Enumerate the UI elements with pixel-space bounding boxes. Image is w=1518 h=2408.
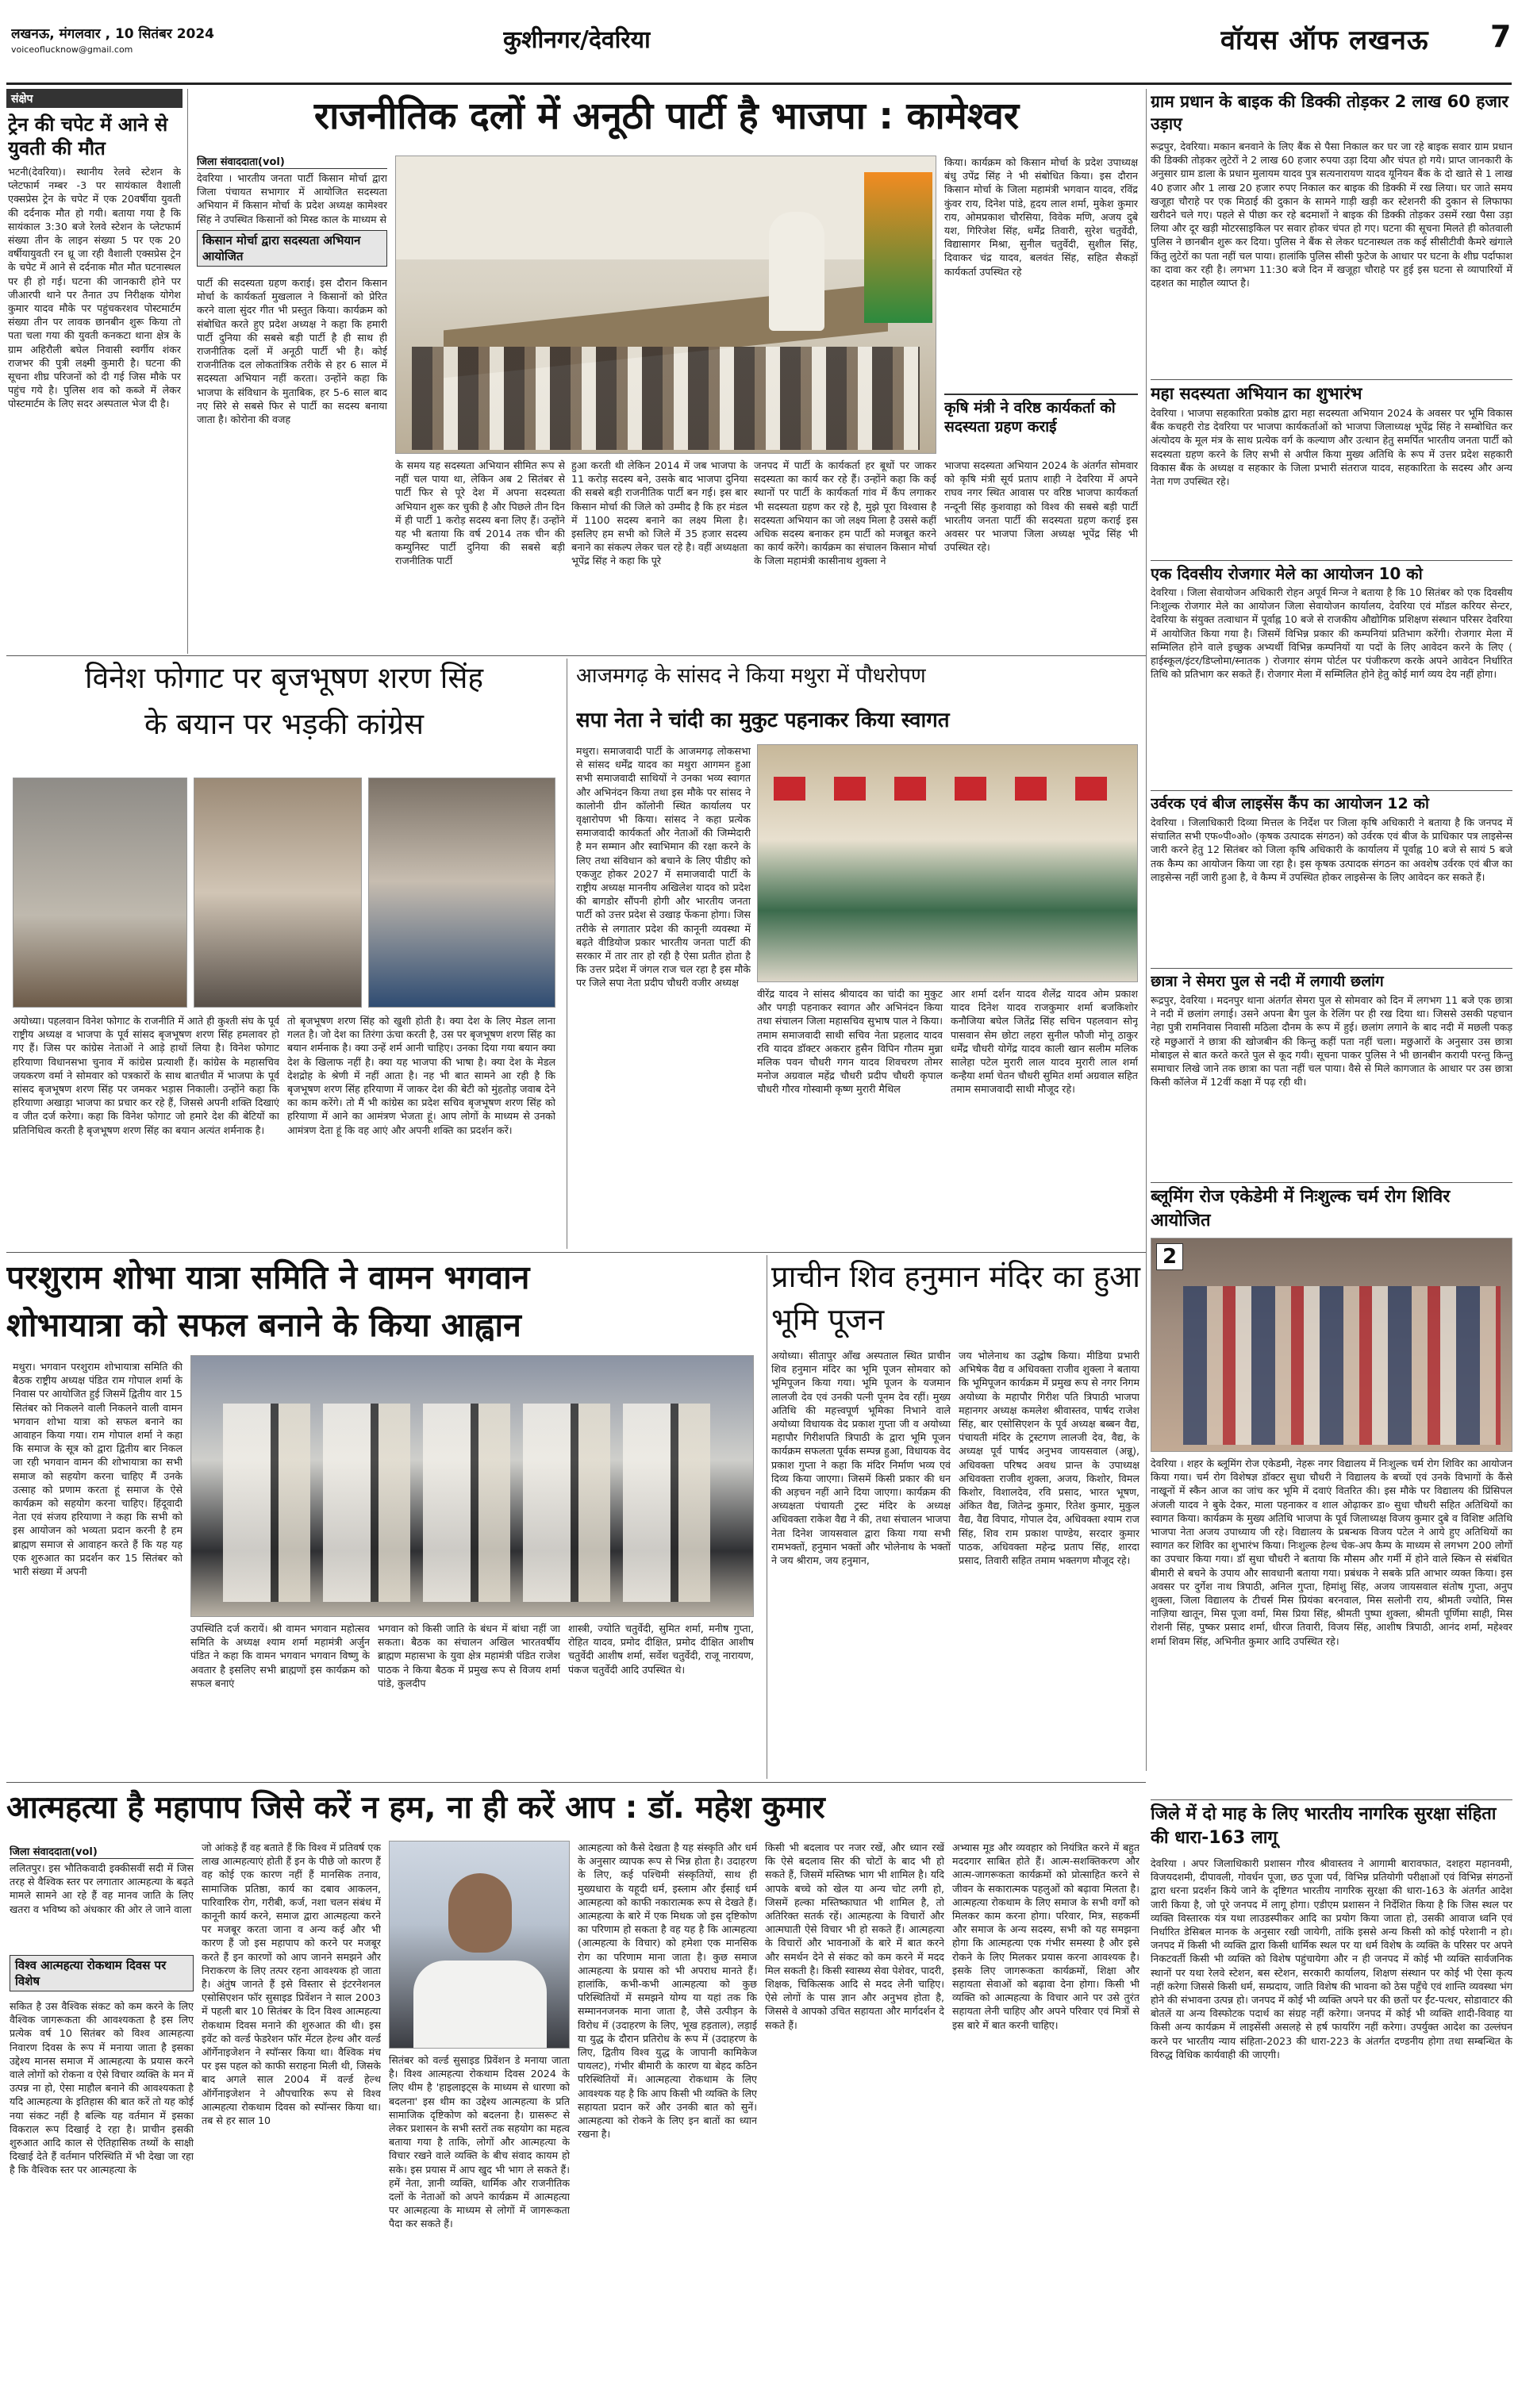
azam-kicker: आजमगढ़ के सांसद ने किया मथुरा में पौधरोपण bbox=[576, 664, 926, 688]
azam-headline: सपा नेता ने चांदी का मुकुट पहनाकर किया स्वागत bbox=[576, 709, 950, 732]
page-number: 7 bbox=[1490, 19, 1512, 54]
h-rule-2 bbox=[6, 1252, 1146, 1253]
masthead bbox=[0, 0, 1518, 94]
suicide-col6: अभ्यास मूड और व्यवहार को नियंत्रित करने में बहुत मददगार साबित होते हैं। आत्म-सशक्तिकरण और आत्म-जागरूकता कार्यक्रमों को प्रोत्साहित करने से जीवन के सकारात्मक पहलुओं को बढ़ावा मिलता है। आत्महत्या रोकथाम के लिए समाज के सभी वर्गों को मिलकर काम करना होगा। परिवार, मित्र, सहकर्मी और समाज के अन्य सदस्य, सभी को यह समझना होगा कि आत्महत्या एक गंभीर समस्या है और इसे रोकने के लिए मिलकर प्रयास करना आवश्यक है। इसके लिए जागरूकता कार्यक्रमों, शिक्षा और सहायता सेवाओं को बढ़ावा देना होगा। किसी भी व्यक्ति को आत्महत्या के विचार आने पर उसे तुरंत सहायता लेनी चाहिए और अपने परिवार एवं मित्रों से इस बारे में बात करनी चाहिए। bbox=[952, 1842, 1139, 2031]
parshuram-headline-2: शोभायात्रा को सफल बनाने के किया आह्वान bbox=[6, 1306, 521, 1344]
parshuram-col3: भगवान को किसी जाति के बंधन में बांधा नहीं जा सकता। बैठक का संचालन अखिल भारतवर्षीय ब्राह्मण महासभा के युवा क्षेत्र महामंत्री पंडित राजेश पाठक ने किया बैठक में प्रमुख रूप से विजय शर्मा पांडे, कुलदीप bbox=[378, 1623, 560, 1689]
side-headline: कृषि मंत्री ने वरिष्ठ कार्यकर्ता को सदस्यता ग्रहण कराई bbox=[944, 394, 1138, 436]
parshuram-col4: शास्त्री, ज्योति चतुर्वेदी, सुमित शर्मा, मनीष गुप्ता, रोहित यादव, प्रमोद दीक्षित, प्रमोद दीक्षित आशीष चतुर्वेदी आशीष शर्मा, सर्वेश चतुर्वेदी, राजू नारायण, पंकज चतुर्वेदी आदि उपस्थित थे। bbox=[568, 1623, 754, 1676]
hanuman-headline: प्राचीन शिव हनुमान मंदिर का हुआ भूमि पूजन bbox=[771, 1259, 1140, 1337]
suicide-col4: आत्महत्या को कैसे देखता है यह संस्कृति और धर्म के अनुसार व्यापक रूप से भिन्न होता है। उदाहरण के लिए, कई पश्चिमी संस्कृतियों, साथ ही मुख्यधारा के यहूदी धर्म, इस्लाम और ईसाई धर्म आत्महत्या को काफी नकारात्मक रूप से देखते हैं। आत्महत्या के बारे में एक मिथक जो इस दृष्टिकोण का परिणाम हो सकता है वह यह है कि आत्महत्या (आत्महत्या के विचार) को हमेशा एक मानसिक रोग का परिणाम माना जाता है। कुछ समाज आत्महत्या के प्रयास को भी अपराध मानते हैं। हालांकि, कभी-कभी आत्महत्या को कुछ परिस्थितियों में समझने योग्य या यहां तक कि सम्माननजनक माना जाता है, जैसे उत्पीड़न के विरोध में (उदाहरण के लिए, भूख हड़ताल), लड़ाई या युद्ध के दौरान प्रतिरोध के रूप में (उदाहरण के लिए, द्वितीय विश्व युद्ध के जापानी कामिकेज पायलट), गंभीर बीमारी के कारण या बेहद कठिन परिस्थितियों में। आत्महत्या रोकथाम के लिए आवश्यक यह है कि आप किसी भी व्यक्ति के लिए सहायता प्रदान करें और उनकी बात को सुनें। आत्महत्या को रोकने के लिए इन बातों का ध्यान रखना है। bbox=[578, 1842, 757, 2141]
photo-banner bbox=[864, 172, 932, 323]
hanuman-col1: अयोध्या। सीतापुर आँख अस्पताल स्थित प्राचीन शिव हनुमान मंदिर का भूमि पूजन सोमवार को भूमिपूजन किया गया। भूमि पूजन के यजमान लालजी देव एवं उनकी पत्नी पूनम देव रहीं। मुख्य अतिथि की महत्त्वपूर्ण भूमिका निभाने वाले अयोध्या विधायक वेद प्रकाश गुप्ता जी व अयोध्या महापौर गिरीशपति त्रिपाठी के द्वारा भूमि पूजन कार्यक्रम सफलता पूर्वक सम्पन्न हुआ, विधायक वेद प्रकाश गुप्ता ने कहा कि मंदिर निर्माण भव्य एवं दिव्य किया जाएगा। जिसमें किसी प्रकार की धन की अड़चन नहीं आने दिया जाएगा। कार्यक्रम की अध्यक्षता पंचायती ट्रस्ट मंदिर के अध्यक्ष अधिवक्ता राकेश वैद्य ने की, तथा संचालन भाजपा नेता दिनेश जायसवाल द्वारा किया गया सभी रामभक्तों, हनुमान भक्तों और भोलेनाथ के भक्तों ने जय श्रीराम, जय हनुमान, bbox=[771, 1350, 951, 1567]
azam-photo bbox=[757, 744, 1138, 982]
main-col4-lower: जनपद में पार्टी के कार्यकर्ता हर बूथों पर जाकर सदस्यता का कार्य कर रहे हैं। उन्होंने कहा कि कई स्थानों पर पार्टी के कार्यकर्ता गांव में कैंप लगाकर भी सदस्यता ग्रहण कर रहे है, मुझे पूरा विश्वास है सदस्यता अभियान का जो लक्ष्य मिला है उससे कहीं अधिक सदस्य बनाकर हम पार्टी को मजबूत करने का कार्य करेंगे। कार्यक्रम का संचालन किसान मोर्चा के जिला महामंत्री कासीनाथ शुक्ला ने bbox=[754, 459, 936, 567]
fertilizer-headline: उर्वरक एवं बीज लाइसेंस कैंप का आयोजन 12 को bbox=[1151, 790, 1512, 814]
vinesh-col1: अयोध्या। पहलवान विनेश फोगाट के राजनीति में आते ही कुश्ती संघ के पूर्व राष्ट्रीय अध्यक्ष व भाजपा के पूर्व सांसद बृजभूषण शरण सिंह हमलावर हो गए हैं। जिस पर कांग्रेस नेताओं ने आड़े हाथों लिया है। विनेश फोगाट हरियाणा विधानसभा चुनाव में कांग्रेस प्रत्याशी हैं। कांग्रेस के महासचिव जयकरण वर्मा ने सोमवार को पत्रकारों के साथ बातचीत में भाजपा के पूर्व सांसद बृजभूषण शरण सिंह पर जमकर भड़ास निकाली। उन्होंने कहा कि हरियाणा अखाड़ा भाजपा का प्रचार कर रहे हैं, जिससे अपनी शक्ति दिखाएं व जीत दर्ज करेगा। कहा कि विनेश फोगाट जो हमारे देश की बेटियों का प्रतिनिधित्व करती है बृजभूषण शरण सिंह का बयान अत्यंत शर्मनाक है। bbox=[13, 1015, 279, 1136]
suicide-col1b: सकित है उस वैश्विक संकट को कम करने के लिए वैश्विक जागरूकता की आवश्यकता है इस लिए प्रत्येक वर्ष 10 सितंबर को विश्व आत्महत्या निवारण दिवस के रूप में मनाया जाता है इसका उद्देश्य मानस समाज में आत्महत्या के प्रयास करने वाले लोगों को रोकना व ऐसे विचार व्यक्ति के मन में उत्पन्न ना हो, ऐसा माहौल बनाने की आवश्यकता है यदि आत्महत्या के इतिहास की बात करें तो यह कोई नया संकट नहीं है बल्कि यह वर्तमान में इसका विकराल रूप दिखाई दे रहा है। प्राचीन इसकी शुरुआत आदि काल से ऐतिहासिक तथ्यों के साक्षी दिखाई देते हैं वर्तमान परिस्थिति में भी देखा जा रहा है कि वैश्विक स्तर पर आत्महत्या के bbox=[10, 2000, 194, 2176]
photo-crowd bbox=[1183, 1286, 1501, 1445]
photo-wall bbox=[396, 156, 936, 259]
suicide-story bbox=[6, 1785, 1146, 2404]
skin-camp-photo bbox=[1151, 1238, 1512, 1452]
photo-speaker bbox=[769, 212, 824, 331]
suicide-col5: किसी भी बदलाव पर नजर रखें, और ध्यान रखें कि ऐसे बदलाव सिर की चोटों के बाद भी हो सकते हैं, जिसमें मस्तिष्क भाग भी शामिल है। यदि आपके बच्चे को खेल या अन्य चोट लगी हो, जिसमें हल्का मस्तिष्काघात भी शामिल है, तो अतिरिक्त सतर्क रहें। आत्महत्या के विचारों और आत्मघाती ऐसे विचार भी हो सकते हैं। आत्महत्या के विचारों और भावनाओं के बारे में बात करने और समर्थन देने से संकट को कम करने में मदद मिल सकती है। किसी स्वास्थ्य सेवा पेशेवर, पादरी, शिक्षक, चिकित्सक आदि से मदद लेनी चाहिए। ऐसे लोगों के पास ज्ञान और अनुभव होता है, जिससे वे आपको उचित सहायता और मार्गदर्शन दे सकते हैं। bbox=[765, 1842, 944, 2031]
suicide-headline: आत्महत्या है महापाप जिसे करें न हम, ना ही करें आप : डॉ. महेश कुमार bbox=[6, 1790, 825, 1826]
vinesh-photo-3 bbox=[368, 778, 555, 1008]
main-col5: किया। कार्यक्रम को किसान मोर्चा के प्रदेश उपाध्यक्ष बंधु उपेंद्र सिंह ने भी संबोधित किया। इस दौरान किसान मोर्चा के जिला महामंत्री भगवान यादव, रविंद्र कुंवर राय, दिनेश पांडे, हृदय लाल शर्मा, मुकेश कुमार राय, ओमप्रकाश चौरसिया, विवेक मणि, अजय दुबे यश, गिरिजेश सिंह, धर्मेंद्र तिवारी, सुरेश चतुर्वेदी, विद्यासागर मिश्रा, सुनील चतुर्वेदी, सुशील सिंह, दिवाकर चंद्र यादव, बलवंत सिंह, सहित सैकड़ों कार्यकर्ता उपस्थित रहे bbox=[944, 156, 1138, 278]
section163-text: देवरिया । अपर जिलाधिकारी प्रशासन गौरव श्रीवास्तव ने आगामी बारावफात, दशहरा महानवमी, विजयदशमी, दीपावली, गोवर्धन पूजा, छठ पूजा पर्व, विभिन्न प्रतियोगी परीक्षाओं एवं विभिन्न संगठनों द्वारा धरना प्रदर्शन किये जाने के दृष्टिगत भारतीय नागरिक सुरक्षा की धारा-163 के अंतर्गत आदेश जारी किया है, जो पूरे जनपद में लागू होगा। एडीएम प्रशासन ने निर्देशित किया है कि जिस स्थल पर व्यक्ति विस्तारक यंत्र यथा लाउडस्पीकर आदि का प्रयोग किया जाता हो, उसकी आवाज ध्वनि एवं निर्धारित डेसिबल मानक के अनुसार रखी जायेगी, तांकि इससे अन्य किसी को कोई परेशानी न हो। जनपद में किसी भी व्यक्ति द्वारा किसी धार्मिक स्थल पर या धर्म विशेष के व्यक्ति के परिसर पर अपने निकटवर्ती किसी भी व्यक्ति को विशेष पहुंचायेगा और न ही जनपद में कोई भी व्यक्ति सार्वजनिक स्थानों पर यथा रेलवे स्टेशन, बस स्टेशन, सरकारी कार्यालय, शिक्षण संस्थान पर कोई भी ऐसा कृत्य नहीं करेगा जिससे किसी धर्म, सम्प्रदाय, जाति विशेष की भावना को ठेस पहुँचे एवं शान्ति व्यवस्था भंग होने की संभावना उत्पन्न हो। जनपद में कोई भी व्यक्ति अपने घर की छतों पर ईंट-पत्थर, सोडावाटर की बोतलें या अन्य विस्फोटक पदार्थ का संग्रह नहीं करेगा। जनपद में कोई भी व्यक्ति शादी-विवाह या किसी अन्य कार्यक्रम में लाइसेंसी असलहे से हर्ष फायरिंग नहीं करेगा। उपर्युक्त आदेश का उल्लंघन करने पर भारतीय न्याय संहिता-2023 की धारा-223 के अंतर्गत दण्डनीय होगा तथा सम्बन्धित के विरुद्ध विधिक कार्यवाही की जाएगी। bbox=[1151, 1857, 1512, 2060]
vinesh-story bbox=[6, 659, 562, 1249]
skin-camp-text: देवरिया । शहर के ब्लूमिंग रोज एकेडमी, नेहरू नगर विद्यालय में निःशुल्क चर्म रोग शिविर का आयोजन किया गया। चर्म रोग विशेषज्ञ डॉक्टर सुधा चौधरी ने विद्यालय के बच्चों एवं उनके विभागों के कैंसे नाखूनों में स्कैन आज का जांच कर भूमि में दवाएं वितरित की। इस मौके पर विद्यालय की प्रिंसिपल अंजली यादव ने बुके देकर, माला पहनाकर व शाल ओढ़ाकर डा० सुधा चौधरी सहित अतिथियों का स्वागत किया। कार्यक्रम के मुख्य अतिथि भाजपा के पूर्व जिलाध्यक्ष विजय कुमार दुबे व विशिष्ट अतिथि भाजपा नेता अजय उपाध्याय जी रहे। विद्यालय के प्रबन्धक विजय पटेल ने आये हुए अतिथियों का स्वागत कर शिविर का शुभारंभ किया। निःशुल्क हेल्थ चेक-अप कैम्प के माध्यम से लगभग 200 लोगों का उपचार किया गया। डॉ सुधा चौधरी ने बताया कि मौसम और गर्मी में होने वाले स्किन से संबंधित बीमारी से बचने के उपाय और सावधानी बताया गया। प्रबंधक ने सबके प्रति आभार व्यक्त किया। इस अवसर पर दुर्गेश नाथ त्रिपाठी, अनिल गुप्ता, हिमांशु सिंह, अजय जायसवाल संतोष गुप्ता, अनुप शुक्ला, जिला विद्यालय के टीचर्स मिस प्रियंका बरनवाल, मिस सलोनी राय, श्रीमती ज्योति, मिस नाज़िया खातून, मिस पूजा वर्मा, मिस प्रिया सिंह, श्रीमती पुष्पा शुक्ला, श्रीमती पूर्णिमा साही, मिस रोशनी सिंह, पुष्कर प्रसाद शर्मा, धीरज तिवारी, विजय सिंह, आशीष त्रिपाठी, आनंद शर्मा, महेश्वर शर्मा शिवम सिंह, अभिनीत कुमार आदि उपस्थित रहे। bbox=[1151, 1457, 1512, 1647]
portrait-face bbox=[448, 1873, 512, 1953]
parshuram-col1: मथुरा। भगवान परशुराम शोभायात्रा समिति की बैठक राष्ट्रीय अध्यक्ष पंडित राम गोपाल शर्मा के निवास पर आयोजित हुई जिसमें द्वितीय वार 15 सितंबर को निकलने वाली निकलने वाली वामन भगवान शोभा यात्रा को सफल बनाने का आवाहन किया गया। राम गोपाल शर्मा ने कहा कि समाज के सूत्र को द्वारा द्वितीय बार निकल जा रही भगवान वामन की शोभायात्रा का सभी समाज को सहयोग करना चाहिए मैं उनके उत्साह को प्रणाम करता हूं समाज के ऐसे कार्यक्रम को सहयोग करना चाहिए। हिंदूवादी नेता एवं संजय हरियाणा ने कहा कि सभी को इस आयोजन को भव्यता प्रदान करनी है हम ब्राह्मण समाज से आवाहन करते हैं कि यह यह एक शुरुआत का प्रदर्शन कर 15 सितंबर को भारी संख्या में अपनी bbox=[13, 1361, 183, 1578]
main-headline: राजनीतिक दलों में अनूठी पार्टी है भाजपा : कामेश्वर bbox=[313, 94, 1020, 138]
photo-people bbox=[223, 1404, 723, 1602]
suicide-col3: सितंबर को वर्ल्ड सुसाइड प्रिवेंशन डे मनाया जाता है। विश्व आत्महत्या रोकथाम दिवस 2024 के लिए थीम है 'हाइलाइट्स के माध्यम से धारणा को बदलना' इस थीम का उद्देश्य आत्महत्या के प्रति सामाजिक दृष्टिकोण को बदलना है। ग्रासरूट से लेकर प्रशासन के सभी स्तरों तक सहयोग का महत्व बताया गया है ताकि, लोगों और आत्महत्या के विचार रखने वाले व्यक्ति के बीच संवाद कायम हो सके। इस प्रयास में आप खुद भी भाग ले सकते हैं। हमें नेता, ज्ञानी व्यक्ति, धार्मिक और राजनीतिक दलों के नेताओं को अपने कार्यक्रम में आत्महत्या पर आत्महत्या के माध्यम से लोगों में जागरूकता पैदा कर सकते हैं। bbox=[389, 2054, 570, 2230]
azam-col2: वीरेंद्र यादव ने सांसद श्रीयादव का चांदी का मुकुट और पगड़ी पहनाकर स्वागत और अभिनंदन किया तथा संचालन जिला महासचिव सुभाष पाल ने किया। तमाम समाजवादी साथी सचिव नेता प्रहलाद यादव रवि यादव डॉक्टर अकरार हुसैन विपिन गौतम मुन्ना मलिक पवन चौधरी गगन यादव शिवचरण तोमर मनोज अग्रवाल महेंद्र चौधरी प्रदीप चौधरी कृपाल चौधरी गौरव गोस्वामी कृष्ण मुरारी मैथिल bbox=[757, 988, 943, 1096]
main-byline: जिला संवाददाता(vol) bbox=[197, 154, 387, 169]
photo-audience bbox=[412, 347, 920, 450]
vinesh-headline-2: के बयान पर भड़की कांग्रेस bbox=[144, 707, 424, 741]
dateline: लखनऊ, मंगलवार , 10 सितंबर 2024 bbox=[11, 26, 215, 42]
main-subhead: किसान मोर्चा द्वारा सदस्यता अभियान आयोजित bbox=[197, 230, 387, 267]
suicide-subhead: विश्व आत्महत्या रोकथाम दिवस पर विशेष bbox=[10, 1955, 194, 1991]
suicide-col2: जो आंकड़े हैं वह बताते हैं कि विश्व में प्रतिवर्ष एक लाख आत्महत्याएं होती हैं इन के पीछे जो कारण हैं वह कोई एक कारण नहीं हैं मानसिक तनाव, सामाजिक प्रतिष्ठा, कार्य का दबाव आकलन, पारिवारिक रोग, गरीबी, कर्ज, नशा चलन संबंध में कानूनी कार्य करने, समाज द्वारा आत्महत्या करने पर मजबूर करता जाना व अन्य कई और भी कारण हैं जो इस महापाप को करने पर मजबूर करते हैं इन कारणों को आप जानने समझने और निराकरण के लिए तत्पर रहना आवश्यक हो जाता है। अंतुंष जानते हैं इसे विस्तार से इंटरनेशनल एसोसिएशन फॉर सुसाइड प्रिवेंशन ने साल 2003 में पहली बार 10 सितंबर के दिन विश्व आत्महत्या रोकथाम दिवस मनाने की शुरुआत की थी। इस इवेंट को वर्ल्ड फेडरेशन फॉर मेंटल हेल्थ और वर्ल्ड ऑर्गेनाइजेशन ने स्पॉन्सर किया था। वैश्विक मंच पर इस पहल को काफी सराहना मिली थी, जिसके बाद अगले साल 2004 में वर्ल्ड हेल्थ ऑर्गेनाइजेशन ने औपचारिक रूप से विश्व आत्महत्या रोकथाम दिवस को स्पॉन्सर किया था। तब से हर साल 10 bbox=[202, 1842, 381, 2127]
jobfair-text: देवरिया । जिला सेवायोजन अधिकारी रोहन अपूर्व मिन्ज ने बताया है कि 10 सितंबर को एक दिवसीय निःशुल्क रोजगार मेले का आयोजन जिला सेवायोजन कार्यालय, देवरिया एवं मॉडल करियर सेन्टर, देवरिया के संयुक्त तत्वाधान में पूर्वाह्न 10 बजे से राजकीय औद्योगिक प्रशिक्षण संस्थान परिसर देवरिया में आयोजित किया गया है। जिसमें विभिन्न प्रकार की कम्पनियां प्रतिभाग करेंगी। रोजगार मेला में सम्मिलित होने वाले इच्छुक अभ्यर्थी विभिन्न कम्पनियों या पदों के लिए आवेदन करने के लिए ( हाईस्कूल/इंटर/डिप्लोमा/स्नातक ) रोजगार संगम पोर्टल पर पंजीकरण करके अपने आवेदन निर्धारित तिथि को प्रतिभाग कर सकते हैं। रोजगार मेला में सम्मिलित होने हेतु कोई मार्ग व्यय देय नहीं होगा। bbox=[1151, 586, 1512, 681]
brief-box bbox=[6, 89, 183, 654]
main-col2: के समय यह सदस्यता अभियान सीमित रूप से नहीं चल पाया था, लेकिन अब 2 सितंबर से पार्टी फिर से पूरे देश में अपना सदस्यता अभियान शुरू कर चुकी है और पिछले तीन दिन में ही पार्टी 1 करोड़ सदस्य बना लिए हैं। उन्होंने यह भी बताया कि वर्ष 2014 तक चीन की कम्युनिस्ट पार्टी दुनिया की सबसे बड़ी राजनीतिक पार्टी bbox=[395, 459, 565, 567]
main-photo bbox=[395, 156, 936, 454]
student-text: रूद्रपुर, देवरिया । मदनपुर थाना अंतर्गत सेमरा पुल से सोमवार को दिन में लगभग 11 बजे एक छात्रा ने नदी में छलांग लगाई। उसने अपना बैग पुल के रेलिंग पर ही रख दिया था। जिससे उसकी पहचान नेहा पुत्री रामनिवास निवासी मठिला दौनम के रूप में हुई। छलांग लगाने के बाद नदी में मछली पकड़ रहे मछुआरों ने छात्रा की खोजबीन की किन्तु कहीं पता नहीं चला। मछुआरों के अनुसार उस छात्रा मोबाइल से बात करते करते पुल से कूद गयी। सूचना पाकर पुलिस ने भी छानबीन करायी परन्तु किन्तु समाचार लिखे जाने तक छात्रा का पता नहीं चल पाया। वैसे से मिले कागजात के आधार पर उस छात्रा किसी कॉलेज में 12वीं कक्षा में पढ़ रही थी। bbox=[1151, 994, 1512, 1089]
brief-headline: ट्रेन की चपेट में आने से युवती की मौत bbox=[8, 113, 168, 159]
right-column bbox=[1151, 89, 1512, 2406]
brand-logo: वॉयस ऑफ लखनऊ bbox=[1220, 25, 1429, 56]
jobfair-headline: एक दिवसीय रोजगार मेले का आयोजन 10 को bbox=[1151, 560, 1512, 584]
side-text: भाजपा सदस्यता अभियान 2024 के अंतर्गत सोमवार को कृषि मंत्री सूर्य प्रताप शाही ने देवरिया में अपने राघव नगर स्थित आवास पर वरिष्ठ भाजपा कार्यकर्ता नन्दूनी सिंह कुशवाहा को विश्व की सबसे बड़ी पार्टी भारतीय जनता पार्टी की सदस्यता ग्रहण कराई इस अवसर पर भाजपा जिला अध्यक्ष भूपेंद्र सिंह भी उपस्थित रहे। bbox=[944, 459, 1138, 554]
suicide-byline: जिला संवाददाता(vol) bbox=[10, 1844, 194, 1859]
email: voiceoflucknow@gmail.com bbox=[11, 44, 133, 55]
parshuram-headline-1: परशुराम शोभा यात्रा समिति ने वामन भगवान bbox=[6, 1258, 530, 1296]
hanuman-col2: जय भोलेनाथ का उद्घोष किया। मीडिया प्रभारी अभिषेक वैद्य व अधिवक्ता राजीव शुक्ला ने बताया कि भूमिपूजन कार्यक्रम में प्रमुख रूप से नगर निगम अयोध्या के महापौर गिरीश पति त्रिपाठी भाजपा महानगर अध्यक्ष कमलेश श्रीवास्तव, पार्षद राजेश सिंह, बार एसोसिएशन के पूर्व अध्यक्ष बब्बन वैद्य, पंचायती मंदिर के ट्रस्टगण लालजी देव, वैद्य, के अध्यक्ष पूर्व पार्षद अनुभव जायसवाल (अन्नू), अधिवक्ता परिषद अवध प्रान्त के उपाध्यक्ष अधिवक्ता राजीव शुक्ला, अजय, किशोर, विमल किशोर, विशालदेव, रवि प्रसाद, भारत भूषण, अंकित वैद्य, जितेन्द्र कुमार, रितेश कुमार, मुकुल वैद्य, वैद्य विपाद, गोपाल देव, अधिवक्ता श्याम राज सिंह, शिव राम प्रकाश पाण्डेय, सरदार कुमार पाठक, अधिवक्ता महेन्द्र प्रताप सिंह, शारदा प्रसाद, तिवारी सहित तमाम भक्तगण मौजूद रहे। bbox=[959, 1350, 1139, 1567]
portrait-shirt bbox=[413, 1961, 547, 2049]
col-rule-1 bbox=[187, 89, 188, 654]
fertilizer-text: देवरिया । जिलाधिकारी दिव्या मित्तल के निर्देश पर जिला कृषि अधिकारी ने बताया है कि जनपद में संचालित सभी एफ०पी०ओ० (कृषक उत्पादक संगठन) को उर्वरक एवं बीज के प्राधिकार पत्र लाइसेन्स जारी करने हेतु 12 सितंबर को जिला कृषि अधिकारी के कार्यालय में पूर्वाह्न 10 बजे से सायं 5 बजे तक कैम्प का आयोजन किया जा रहा है। इस कृषक उत्पादक संगठन का अवशेष उर्वरक एवं बीज का लाइसेन्स नहीं जारी हुआ है, वे कैम्प में उपस्थित होकर लाइसेन्स के लिए आवेदन कर सकते हैं। bbox=[1151, 816, 1512, 883]
vinesh-photo-2 bbox=[194, 778, 362, 1008]
h-rule-3 bbox=[6, 1782, 1146, 1783]
main-col1b: पार्टी की सदस्यता ग्रहण कराई। इस दौरान किसान मोर्चा के कार्यकर्ता मुखलाल ने किसानों को प्रेरित करने वाला सुंदर गीत भी प्रस्तुत किया। कार्यक्रम को संबोधित करते हुए प्रदेश अध्यक्ष ने कहा कि हमारी पार्टी दुनिया की सबसे बड़ी पार्टी है ही साथ ही राजनीतिक दलों में अनूठी पार्टी भी है। कोई राजनीतिक दल लोकतांत्रिक तरीके से हर 6 साल में सदस्यता अभियान नहीं करता। उन्होंने कहा कि भाजपा के संविधान के मुताबिक, हर 5-6 साल बाद नए सिरे से सबसे फिर से पार्टी का सदस्य बनाया जाता है। कोरोना की वजह bbox=[197, 277, 387, 426]
azam-col3: आर शर्मा दर्शन यादव शैलेंद्र यादव ओम प्रकाश यादव दिनेश यादव राजकुमार शर्मा बजकिशोर कनौजिया बघेल जितेंद्र सिंह सचिन पहलवान सोनू पासवान सेम छोटा लहरा सुनील फौजी मोनू ठाकुर धर्मेंद्र चौधरी योगेंद्र यादव काली खान सलीम मलिक सालेहा पटेल मुरारी लाल यादव मुरारी लाल शर्मा कन्हैया शर्मा चेतन चौधरी सुमित शर्मा अग्रवाल सहित तमाम समाजवादी साथी मौजूद रहे। bbox=[951, 988, 1138, 1096]
membership-headline: महा सदस्यता अभियान का शुभारंभ bbox=[1151, 379, 1512, 405]
section163-headline: जिले में दो माह के लिए भारतीय नागरिक सुरक्षा संहिता की धारा-163 लागू bbox=[1151, 1799, 1512, 1850]
photo-number-badge: 2 bbox=[1156, 1243, 1183, 1270]
suicide-col1: ललितपुर। इस भौतिकवादी इक्कीसवीं सदी में जिस तरह से वैश्विक स्तर पर लगातार आत्महत्या के बढ़ते मामले सामने आ रहे हैं वह मानव जाति के लिए खतरा व भविष्य को अंधकार की ओर ले जाने वाला bbox=[10, 1862, 194, 1915]
col-rule-2 bbox=[1146, 89, 1147, 1771]
brief-text: भटनी(देवरिया)। स्थानीय रेलवे स्टेशन के प्लेटफार्म नम्बर -3 पर सायंकाल वैशाली एक्सप्रेस ट्रेन के चपेट में एक 20वर्षीया युवती की दर्दनाक मौत हो गयी। बताया गया है कि सायंकाल 3:30 बजे रेलवे स्टेशन के प्लेटफार्म संख्या तीन के लाइन संख्या 5 पर एक 20 वर्षीयायुवती रन थ्रू जा रही वैशाली एक्सप्रेस ट्रेन के चपेट में आने से दर्दनाक मौत मौत घटनास्थल पर ही हो गई। घटना की जानकारी होने पर जीआरपी थाने पर तैनात उप निरीक्षक योगेश कुमार यादव मौके पर पहुंचकरशव पोस्टमार्टम संख्या तीन पर लावक छानबीन शुरू किया तो पता चला गया की युवती कनकटा थाना क्षेत्र के ग्राम अहिरौली बघेल निवासी स्वर्गीय शंकर राजभर की पुत्री लक्ष्मी कुमारी है। घटना की सूचना शीघ्र परिजनों को दी गई जिस मौके पर पहुंच गये है। पुलिस शव को कब्जे में लेकर पोस्टमार्टम के लिए सदर अस्पताल भेज दी है। bbox=[8, 166, 181, 410]
doctor-portrait bbox=[389, 1841, 570, 2049]
main-story bbox=[192, 89, 1141, 654]
skin-camp-headline: ब्लूमिंग रोज एकेडेमी में निःशुल्क चर्म रोग शिविर आयोजित bbox=[1151, 1182, 1512, 1233]
parshuram-story bbox=[6, 1255, 762, 1779]
parshuram-photo bbox=[190, 1355, 754, 1617]
vinesh-col2: तो बृजभूषण शरण सिंह को खुशी होती है। क्या देश के लिए मेडल लाना गलत है। जो देश का तिरंगा ऊंचा करती है, उस पर बृजभूषण शरण सिंह का बयान शर्मनाक है। क्या उन्हें शर्म आनी चाहिए। उनका दिया गया बयान क्या देश के खिलाफ नहीं है। क्या यह भाजपा की भाषा है। क्या देश के मेडल देशद्रोह के श्रेणी में नहीं आता है। नह भी बात सामने आ रही है कि बृजभूषण शरण सिंह हरियाणा में जाकर देश की बेटी को मुंहतोड़ जवाब देने का काम करेंगे। तो मैं भी कांग्रेस का प्रदेश सचिव बृजभूषण शरण सिंह को हरियाणा में आने का आमंत्रण भेजता हूं। आप लोगों के माध्यम से उनको आमंत्रण देता हूं कि वह आएं और अपनी शक्ति का प्रदर्शन करें। bbox=[287, 1015, 555, 1136]
photo-caps bbox=[774, 777, 1123, 801]
vinesh-headline-1: विनेश फोगाट पर बृजभूषण शरण सिंह bbox=[85, 661, 483, 695]
main-col1: देवरिया । भारतीय जनता पार्टी किसान मोर्चा द्वारा जिला पंचायत सभागार में आयोजित सदस्यता अभियान में किसान मोर्चा के प्रदेश अध्यक्ष कामेश्वर सिंह ने उपस्थित किसानों को मिस्ड काल के माध्यम से bbox=[197, 172, 387, 225]
membership-text: देवरिया । भाजपा सहकारिता प्रकोष्ठ द्वारा महा सदस्यता अभियान 2024 के अवसर पर भूमि विकास बैंक कचहरी रोड देवरिया पर भाजपा कार्यकर्ताओं को भाजपा जिलाध्यक्ष भूपेंद्र सिंह ने सम्बोधित कर अंत्योदय के मूल मंत्र के साथ प्रत्येक वर्ग के कल्याण और उत्थान हेतु समर्पित भारतीय जनता पार्टी को सदस्यता ग्रहण करने के लिए सभी से अपील किया मुख्य अतिथि के रूप में उत्तर प्रदेश सहकारी विकास बैंक के अध्यक्ष व सहकार के जिला प्रभारी संतराज यादव, सहकारिता के सदस्य और अन्य नेता गण उपस्थित रहे। bbox=[1151, 407, 1512, 488]
azam-col1: मथुरा। समाजवादी पार्टी के आजमगढ़ लोकसभा से सांसद धर्मेंद्र यादव का मथुरा आगमन हुआ सभी समाजवादी साथियों ने उनका भव्य स्वागत और अभिनंदन किया तथा इस मौके पर सांसद ने कालोनी ग्रीन कॉलोनी स्थित कार्यालय पर वृक्षारोपण भी किया। सांसद ने कहा प्रत्येक समाजवादी कार्यकर्ता और नेताओं की जिम्मेदारी है मन सम्मान और स्वाभिमान की रक्षा करने के लिए तथा संविधान को बचाने के लिए पीडीए को एकजुट होकर 2027 में समाजवादी पार्टी के राष्ट्रीय अध्यक्ष माननीय अखिलेश यादव को प्रदेश की बागडोर सौंपनी होगी और भारतीय जनता पार्टी को उत्तर प्रदेश से उखाड़ फेंकना होगा। जिस तरीके से लगातार प्रदेश की कानूनी व्यवस्था में बढ़ते वीडियोज प्रकार भारतीय जनता पार्टी की सरकार में तार तार हो रही है ऐसा प्रतीत होता है कि उत्तर प्रदेश में जंगल राज चल रहा है इस मौके पर जिले सपा नेता प्रदीप चौधरी वजीर अध्यक्ष bbox=[576, 745, 751, 989]
section-title: कुशीनगर/देवरिया bbox=[503, 26, 651, 54]
h-rule-1 bbox=[6, 655, 1146, 656]
robbery-headline: ग्राम प्रधान के बाइक की डिक्की तोड़कर 2 लाख 60 हजार उड़ाए bbox=[1151, 92, 1508, 133]
azamgarh-story bbox=[571, 659, 1141, 1249]
masthead-rule bbox=[6, 83, 1512, 85]
parshuram-col2: उपस्थिति दर्ज करायें। श्री वामन भगवान महोत्सव समिति के अध्यक्ष श्याम शर्मा महामंत्री अर्जुन पंडित ने कहा कि वामन भगवान भगवान विष्णु के अवतार है इसलिए सभी ब्राह्मणों इस कार्यक्रम को सफल बनाएं bbox=[190, 1623, 370, 1689]
main-col3: हुआ करती थी लेकिन 2014 में जब भाजपा के 11 करोड़ सदस्य बने, उसके बाद भाजपा दुनिया की सबसे बड़ी राजनीतिक पार्टी बन गई। इस बार किसान मोर्चा की जिले को उम्मीद है कि हर मंडल में 1100 सदस्य बनाने का लक्ष्य मिला है। इसलिए हम सभी को जिले में 35 हजार सदस्य बनाने का संकल्प लेकर चल रहे है। वहीं अध्यक्षता भूपेंद्र सिंह ने कहा कि पूरे bbox=[571, 459, 747, 567]
vinesh-photo-1 bbox=[13, 778, 187, 1008]
brief-label: संक्षेप bbox=[6, 89, 183, 108]
hanuman-story bbox=[771, 1255, 1141, 1779]
robbery-text: रूद्रपुर, देवरिया। मकान बनवाने के लिए बैंक से पैसा निकाल कर घर जा रहे बाइक सवार ग्राम प्रधान की डिक्की तोड़कर लुटेरों ने 2 लाख 60 हजार रुपया उड़ा दिया और चंपत हो गये। प्राप्त जानकारी के अनुसार ग्राम डाला के प्रधान मुलायम यादव पुत्र सत्यनारायण यादव यूनियन बैंक के दो खाते से 1 लाख 40 हजार और 1 लाख 20 हजार रुपए निकाल कर बाइक की डिक्की में रख लिया। घर जाते समय खजूहा चौराहे पर एक मिठाई की दुकान के सामने गाड़ी खड़ी कर स्टेशनरी की दुकान से लिफाफा खरीदने चले गए। पहले से पीछा कर रहे बदमाशों ने बाइक की डिक्की तोड़कर उसमें रखा पैसा उड़ा लिया और दूर खड़ी मोटरसाइकिल पर सवार होकर चंपत हो गए। घटना की सूचना मिलते ही कोतवाली पुलिस ने छानबीन शुरू कर दिया। पुलिस ने बैंक से लेकर घटनास्थल तक कई सीसीटीवी कैमरे खंगाले किंतु लुटेरों का पता नहीं चल पाया। हालांकि पुलिस सीसी फुटेज के आधार पर घटना के शीघ्र पर्दाफाश का दावा कर रही है। लगभग 11:30 बजे दिन में खजूहा चौराहे पर हुई इस घटना से व्यापारियों में दहशत का माहौल व्याप्त है। bbox=[1151, 140, 1512, 290]
student-headline: छात्रा ने सेमरा पुल से नदी में लगायी छलांग bbox=[1151, 968, 1512, 992]
